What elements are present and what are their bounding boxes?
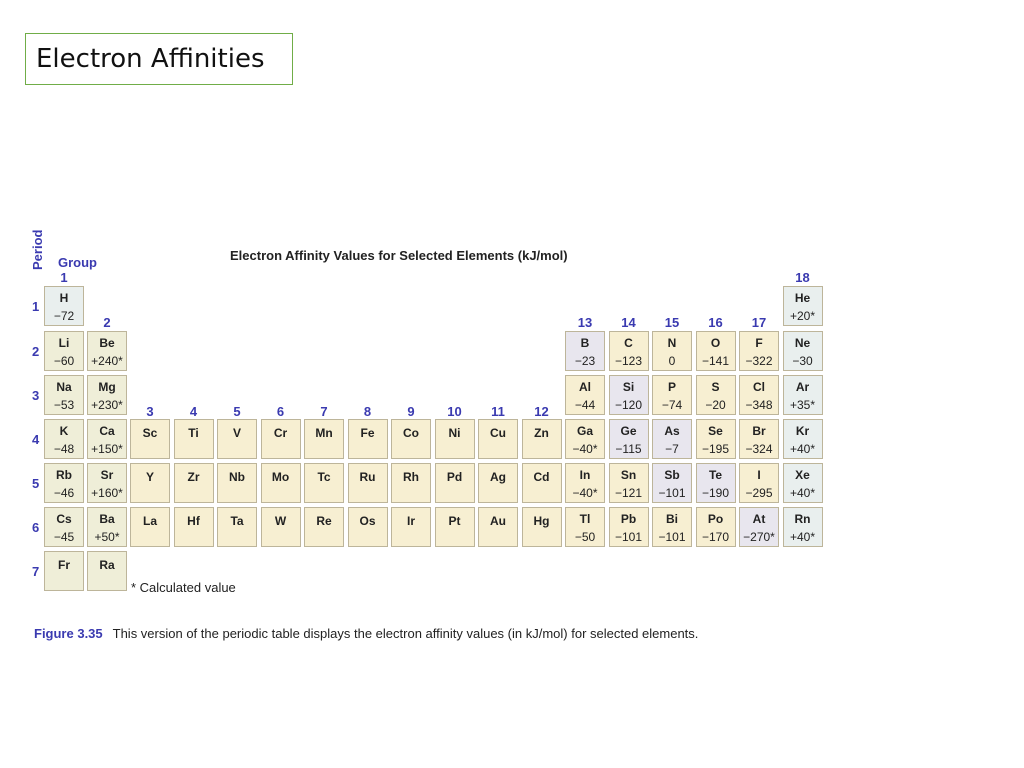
element-cell-la (130, 507, 170, 547)
electron-affinity-value: −190 (701, 486, 730, 500)
element-cell-cs (44, 507, 84, 547)
element-symbol: Mn (315, 426, 333, 440)
element-cell-bi (652, 507, 692, 547)
element-symbol: As (664, 424, 680, 438)
element-symbol: Ne (794, 336, 811, 350)
group-number-11: 11 (491, 404, 505, 419)
period-number-2: 2 (32, 344, 40, 359)
electron-affinity-value: −20 (705, 398, 726, 412)
electron-affinity-value: −48 (53, 442, 75, 456)
element-symbol: O (710, 336, 721, 350)
element-symbol: Hg (533, 514, 550, 528)
group-number-9: 9 (407, 404, 415, 419)
element-symbol: Ir (406, 514, 415, 528)
element-cell-os (348, 507, 388, 547)
electron-affinity-value: −7 (665, 442, 679, 456)
element-cell-n (652, 331, 692, 371)
element-symbol: Si (622, 380, 635, 394)
element-symbol: Se (708, 424, 723, 438)
element-symbol: Tl (579, 512, 591, 526)
element-symbol: Zr (187, 470, 200, 484)
period-number-1: 1 (32, 299, 40, 314)
element-symbol: Ba (99, 512, 115, 526)
element-symbol: Cd (533, 470, 550, 484)
element-cell-rn (783, 507, 823, 547)
element-cell-nb (217, 463, 257, 503)
element-symbol: B (580, 336, 590, 350)
element-cell-ag (478, 463, 518, 503)
element-symbol: Ra (99, 558, 115, 572)
table-title: Electron Affinity Values for Selected Elements (kJ/mol) (230, 248, 568, 263)
element-cell-fr (44, 551, 84, 591)
element-symbol: Co (403, 426, 419, 440)
element-cell-fe (348, 419, 388, 459)
electron-affinity-value: −123 (614, 354, 643, 368)
element-cell-p (652, 375, 692, 415)
element-symbol: Pt (448, 514, 461, 528)
calculated-value-footnote: * Calculated value (131, 580, 236, 595)
element-cell-ar (783, 375, 823, 415)
element-symbol: Ta (230, 514, 244, 528)
period-number-7: 7 (32, 564, 40, 579)
element-symbol: Ge (620, 424, 637, 438)
element-symbol: Mo (271, 470, 290, 484)
element-cell-cu (478, 419, 518, 459)
element-symbol: Au (490, 514, 506, 528)
element-cell-br (739, 419, 779, 459)
element-cell-o (696, 331, 736, 371)
group-number-14: 14 (621, 315, 636, 330)
group-number-3: 3 (146, 404, 154, 419)
group-number-18: 18 (795, 270, 810, 285)
element-cell-pt (435, 507, 475, 547)
figure-caption-text: This version of the periodic table displays the electron affinity values (in kJ/mol) for selected elements. (112, 626, 699, 641)
element-symbol: Xe (795, 468, 810, 482)
electron-affinity-value: +20* (789, 309, 816, 323)
element-symbol: Mg (98, 380, 116, 394)
element-symbol: Sr (100, 468, 114, 482)
period-number-4: 4 (32, 432, 40, 447)
group-number-12: 12 (534, 404, 549, 419)
element-cell-re (304, 507, 344, 547)
element-cell-y (130, 463, 170, 503)
element-cell-tc (304, 463, 344, 503)
element-cell-hg (522, 507, 562, 547)
element-symbol: F (755, 336, 763, 350)
electron-affinity-value: −53 (53, 398, 75, 412)
element-symbol: Sn (620, 468, 637, 482)
group-number-6: 6 (276, 404, 285, 419)
element-cell-si (609, 375, 649, 415)
element-cell-mn (304, 419, 344, 459)
electron-affinity-value: −121 (614, 486, 643, 500)
element-symbol: Sc (142, 426, 158, 440)
element-cell-sc (130, 419, 170, 459)
element-cell-be (87, 331, 127, 371)
element-symbol: Ru (359, 470, 376, 484)
element-cell-mo (261, 463, 301, 503)
element-cell-k (44, 419, 84, 459)
element-cell-ir (391, 507, 431, 547)
electron-affinity-value: −115 (615, 442, 642, 456)
element-symbol: Ar (795, 380, 810, 394)
element-symbol: Cs (56, 512, 72, 526)
element-cell-sb (652, 463, 692, 503)
element-symbol: Hf (187, 514, 200, 528)
electron-affinity-value: −50 (574, 530, 596, 544)
figure-caption (34, 626, 698, 641)
group-number-10: 10 (447, 404, 462, 419)
group-number-4: 4 (189, 404, 198, 419)
element-symbol: Cl (753, 380, 765, 394)
electron-affinity-value: −60 (53, 354, 75, 368)
element-cell-ge (609, 419, 649, 459)
element-cell-kr (783, 419, 823, 459)
element-cell-ca (87, 419, 127, 459)
element-symbol: He (794, 291, 811, 305)
group-number-1: 1 (60, 270, 68, 285)
element-symbol: Te (708, 468, 723, 482)
group-number-17: 17 (751, 315, 767, 330)
electron-affinity-value: +40* (789, 486, 816, 500)
electron-affinity-value: −40* (572, 442, 598, 456)
electron-affinity-value: +160* (91, 486, 123, 500)
electron-affinity-value: −170 (701, 530, 730, 544)
electron-affinity-value: −348 (745, 398, 773, 412)
period-number-6: 6 (32, 520, 40, 535)
element-cell-ni (435, 419, 475, 459)
element-symbol: V (232, 426, 241, 440)
electron-affinity-value: −324 (745, 442, 773, 456)
element-symbol: Kr (795, 424, 810, 438)
electron-affinity-value: +150* (91, 442, 123, 456)
element-cell-rh (391, 463, 431, 503)
electron-affinity-value: −101 (658, 486, 686, 500)
element-symbol: Al (579, 380, 591, 394)
electron-affinity-value: +40* (789, 442, 816, 456)
element-cell-co (391, 419, 431, 459)
period-number-5: 5 (32, 476, 40, 491)
electron-affinity-value: −101 (658, 530, 686, 544)
element-symbol: Zn (534, 426, 549, 440)
element-cell-ta (217, 507, 257, 547)
element-symbol: Rn (794, 512, 811, 526)
period-axis-label: Period (30, 229, 45, 270)
element-cell-ra (87, 551, 127, 591)
electron-affinity-value: −322 (745, 354, 773, 368)
element-cell-pb (609, 507, 649, 547)
element-symbol: Y (145, 470, 154, 484)
electron-affinity-value: +40* (789, 530, 816, 544)
element-symbol: H (59, 291, 69, 305)
group-axis-label: Group (58, 255, 97, 270)
element-symbol: K (59, 424, 69, 438)
element-cell-hf (174, 507, 214, 547)
electron-affinity-value: −74 (661, 398, 683, 412)
element-cell-ga (565, 419, 605, 459)
electron-affinity-value: −44 (574, 398, 596, 412)
element-cell-cd (522, 463, 562, 503)
element-symbol: At (752, 512, 766, 526)
element-cell-at (739, 507, 779, 547)
element-symbol: Pd (446, 470, 463, 484)
element-cell-rb (44, 463, 84, 503)
element-cell-al (565, 375, 605, 415)
element-symbol: Bi (666, 512, 678, 526)
element-symbol: Sb (664, 468, 680, 482)
element-symbol: In (579, 468, 591, 482)
group-number-2: 2 (103, 315, 111, 330)
element-symbol: Fr (58, 558, 70, 572)
element-cell-cr (261, 419, 301, 459)
element-cell-te (696, 463, 736, 503)
element-symbol: Nb (229, 470, 245, 484)
element-symbol: Li (58, 336, 70, 350)
element-symbol: Ca (99, 424, 115, 438)
element-cell-he (783, 286, 823, 326)
element-symbol: Br (752, 424, 766, 438)
element-cell-b (565, 331, 605, 371)
electron-affinity-value: −120 (614, 398, 643, 412)
element-cell-as (652, 419, 692, 459)
element-symbol: Ag (490, 470, 506, 484)
element-cell-se (696, 419, 736, 459)
group-number-13: 13 (577, 315, 593, 330)
element-cell-w (261, 507, 301, 547)
element-symbol: Ga (576, 424, 593, 438)
element-cell-tl (565, 507, 605, 547)
element-symbol: Fe (360, 426, 375, 440)
electron-affinity-value: −295 (745, 486, 773, 500)
element-symbol: Cu (490, 426, 506, 440)
electron-affinity-value: +240* (91, 354, 123, 368)
electron-affinity-value: −101 (614, 530, 643, 544)
electron-affinity-value: −40* (572, 486, 598, 500)
group-number-7: 7 (320, 404, 328, 419)
element-cell-xe (783, 463, 823, 503)
element-symbol: La (142, 514, 157, 528)
element-cell-ba (87, 507, 127, 547)
element-symbol: S (711, 380, 720, 394)
electron-affinity-value: 0 (668, 354, 676, 368)
element-cell-sr (87, 463, 127, 503)
element-symbol: Os (359, 514, 376, 528)
electron-affinity-value: +35* (789, 398, 816, 412)
electron-affinity-value: +230* (91, 398, 123, 412)
element-cell-zr (174, 463, 214, 503)
element-symbol: Ni (448, 426, 461, 440)
figure-number: Figure 3.35 (34, 626, 103, 641)
electron-affinity-value: −270* (743, 530, 775, 544)
electron-affinity-value: −30 (792, 354, 813, 368)
group-number-5: 5 (233, 404, 241, 419)
element-cell-mg (87, 375, 127, 415)
element-cell-v (217, 419, 257, 459)
element-symbol: Tc (317, 470, 331, 484)
element-symbol: N (667, 336, 677, 350)
element-cell-f (739, 331, 779, 371)
element-symbol: I (757, 468, 761, 482)
element-symbol: Be (99, 336, 115, 350)
electron-affinity-value: +50* (94, 530, 120, 544)
element-cell-h (44, 286, 84, 326)
group-number-16: 16 (708, 315, 723, 330)
element-cell-ru (348, 463, 388, 503)
element-symbol: Ti (188, 426, 199, 440)
element-cell-i (739, 463, 779, 503)
electron-affinity-value: −141 (701, 354, 730, 368)
element-cell-na (44, 375, 84, 415)
group-number-15: 15 (664, 315, 680, 330)
element-symbol: Na (56, 380, 72, 394)
element-symbol: W (274, 514, 287, 528)
element-symbol: Re (316, 514, 332, 528)
element-cell-zn (522, 419, 562, 459)
element-symbol: Cr (273, 426, 288, 440)
element-cell-ti (174, 419, 214, 459)
group-number-8: 8 (363, 404, 372, 419)
element-symbol: Pb (620, 512, 637, 526)
element-cell-c (609, 331, 649, 371)
electron-affinity-value: −23 (574, 354, 596, 368)
electron-affinity-value: −72 (53, 309, 75, 323)
element-cell-pd (435, 463, 475, 503)
element-symbol: Po (707, 512, 724, 526)
period-number-3: 3 (32, 388, 40, 403)
element-symbol: Rh (403, 470, 419, 484)
element-symbol: C (624, 336, 633, 350)
electron-affinity-value: −195 (701, 442, 730, 456)
element-cell-s (696, 375, 736, 415)
element-cell-au (478, 507, 518, 547)
element-cell-po (696, 507, 736, 547)
slide-title: Electron Affinities (25, 33, 293, 85)
element-cell-ne (783, 331, 823, 371)
element-symbol: P (667, 380, 676, 394)
electron-affinity-value: −46 (53, 486, 75, 500)
element-cell-in (565, 463, 605, 503)
electron-affinity-value: −45 (53, 530, 75, 544)
element-cell-sn (609, 463, 649, 503)
element-cell-li (44, 331, 84, 371)
element-cell-cl (739, 375, 779, 415)
element-symbol: Rb (56, 468, 72, 482)
